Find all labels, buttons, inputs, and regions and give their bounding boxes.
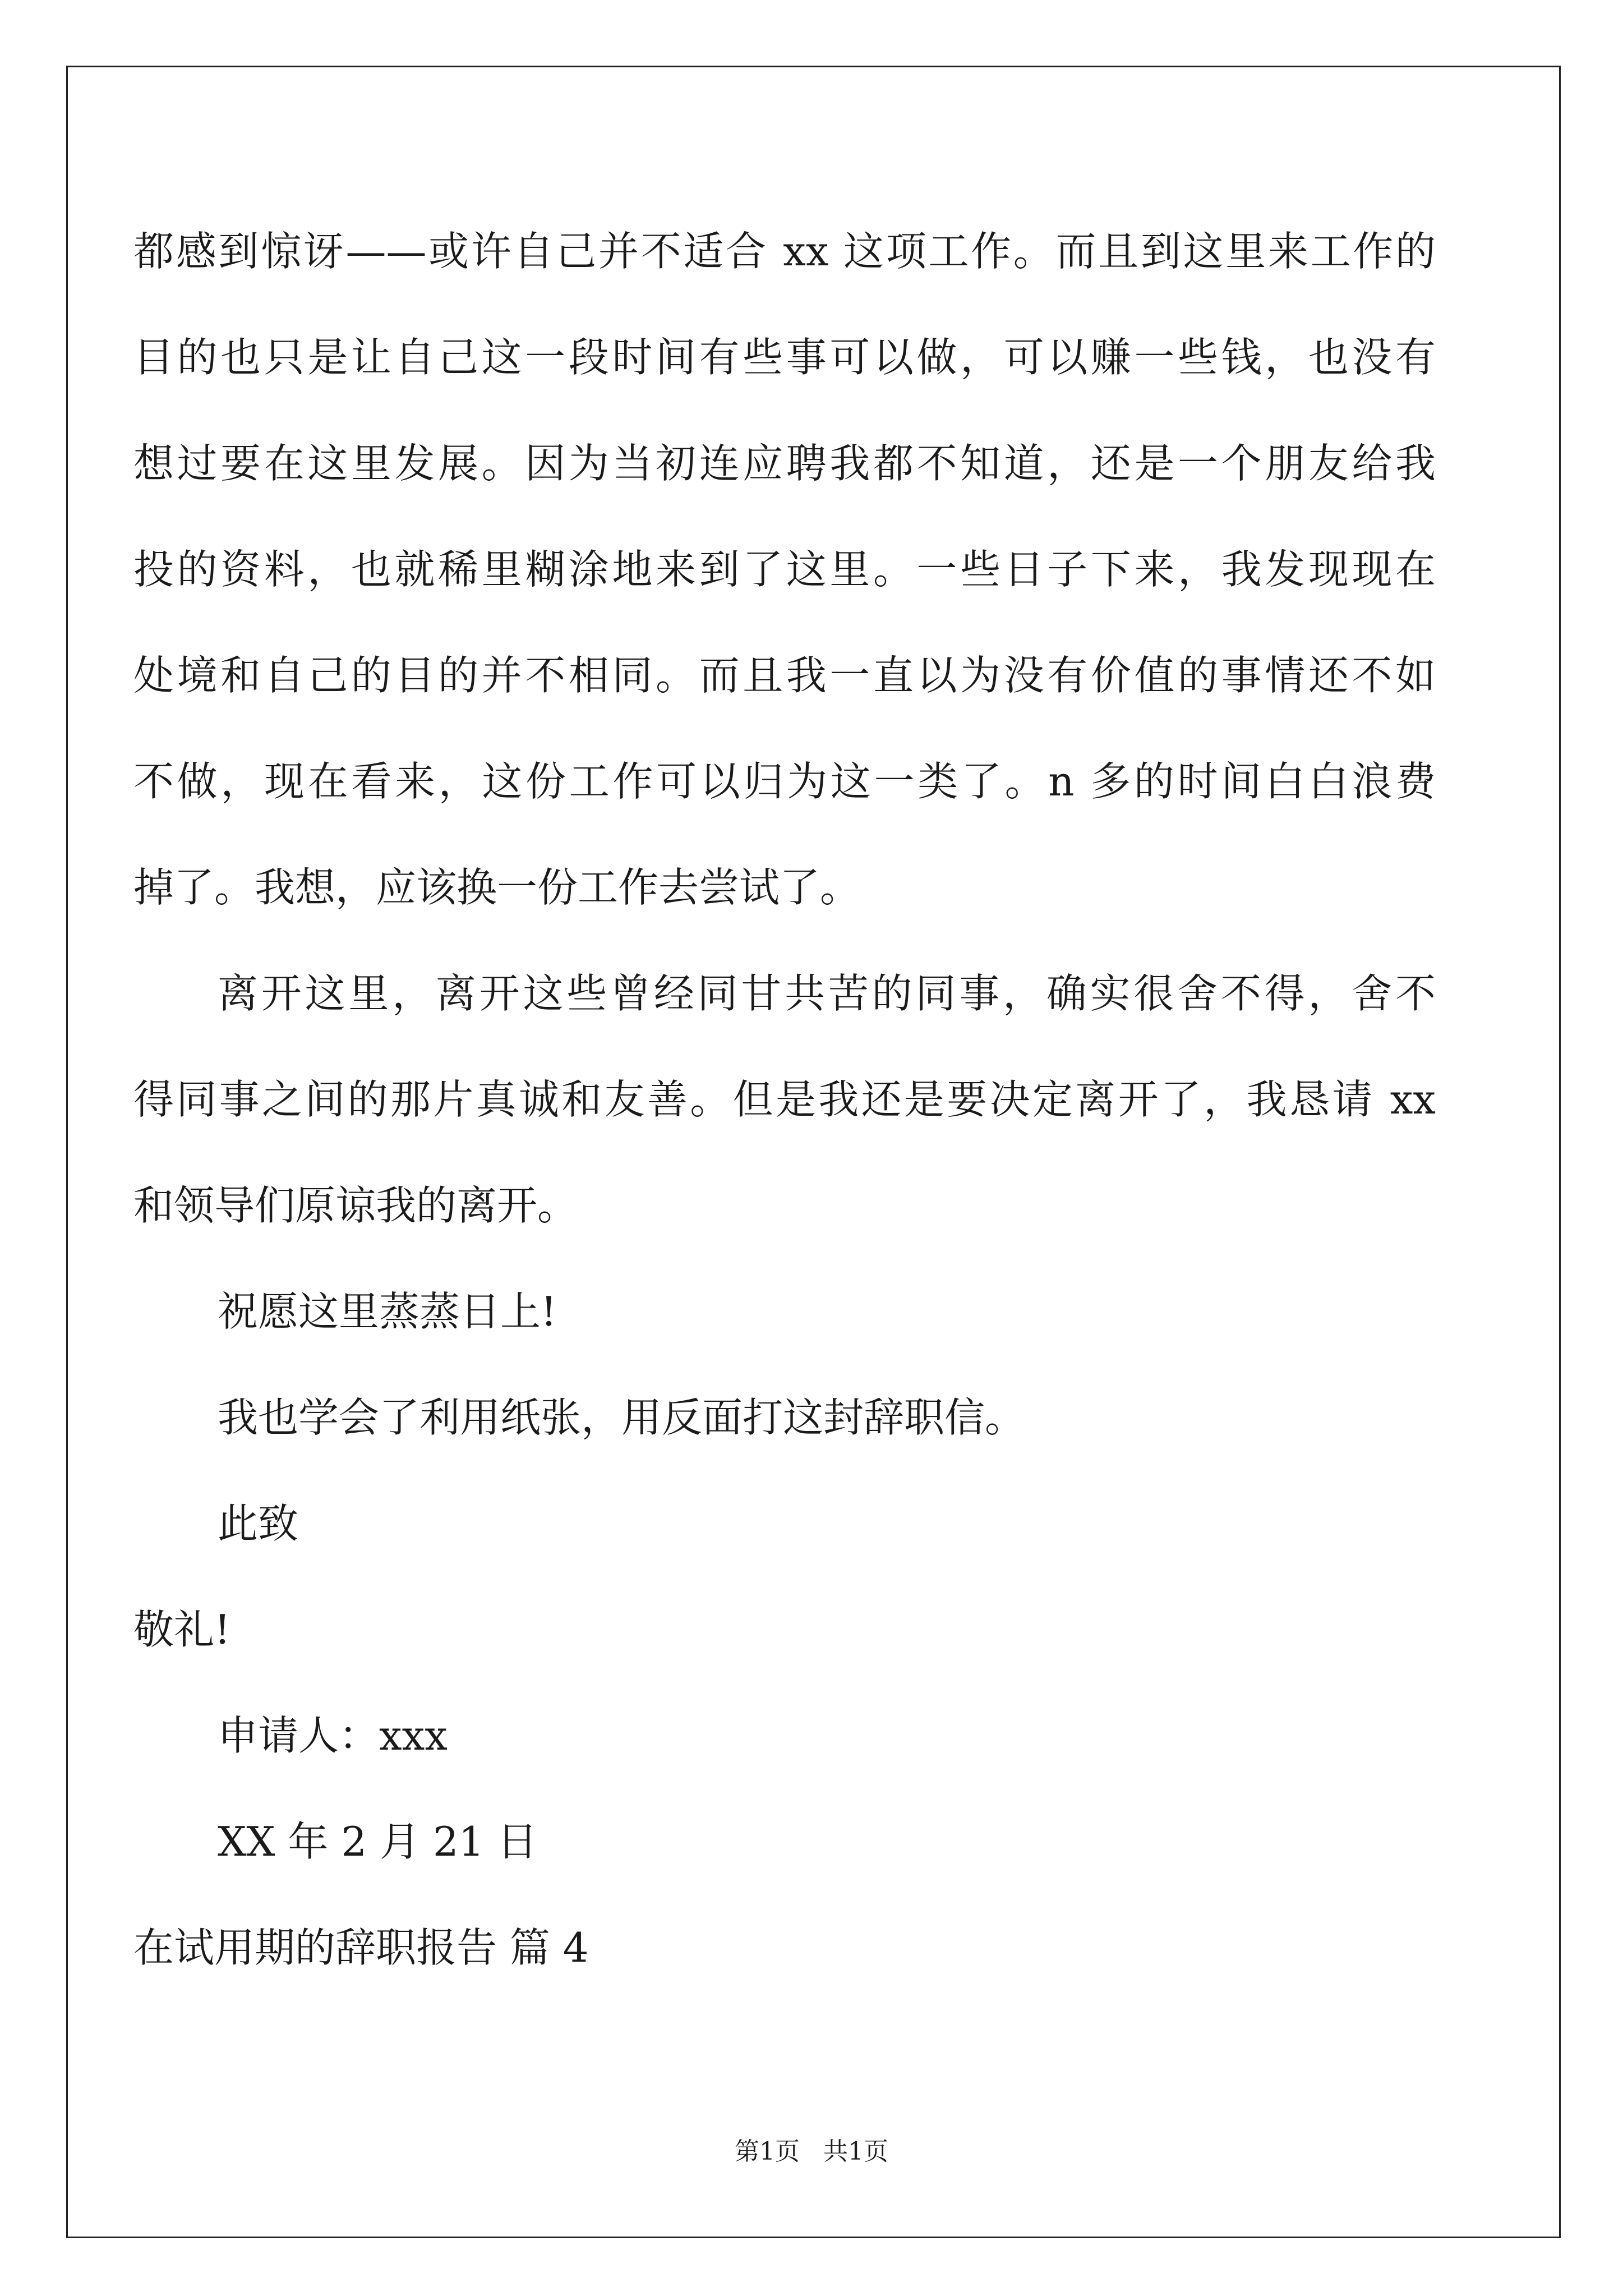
page-footer: 第1页 共1页	[735, 2137, 888, 2166]
paragraph-line: 想过要在这里发展。因为当初连应聘我都不知道，还是一个朋友给我	[133, 440, 1436, 487]
applicant-line: 申请人：xxx	[218, 1712, 448, 1759]
paragraph-line: 处境和自己的目的并不相同。而且我一直以为没有价值的事情还不如	[133, 652, 1436, 699]
paragraph-line: 不做，现在看来，这份工作可以归为这一类了。n 多的时间白白浪费	[133, 758, 1436, 805]
date-line: XX 年 2 月 21 日	[218, 1818, 538, 1865]
paragraph-line: 投的资料，也就稀里糊涂地来到了这里。一些日子下来，我发现现在	[133, 546, 1436, 593]
paragraph-line: 掉了。我想，应该换一份工作去尝试了。	[133, 864, 861, 911]
paragraph-line: 都感到惊讶——或许自己并不适合 xx 这项工作。而且到这里来工作的	[133, 228, 1436, 275]
section-heading: 在试用期的辞职报告 篇 4	[133, 1924, 589, 1971]
paragraph-line: 目的也只是让自己这一段时间有些事可以做，可以赚一些钱，也没有	[133, 334, 1436, 381]
page-border	[66, 66, 1561, 2238]
paragraph-line: 和领导们原谅我的离开。	[133, 1182, 578, 1229]
wishes-line: 祝愿这里蒸蒸日上!	[218, 1288, 557, 1335]
paragraph-line: 得同事之间的那片真诚和友善。但是我还是要决定离开了，我恳请 xx	[133, 1076, 1436, 1123]
note-line: 我也学会了利用纸张，用反面打这封辞职信。	[218, 1394, 1026, 1441]
closing-line: 此致	[218, 1500, 299, 1547]
salutation-line: 敬礼!	[133, 1606, 230, 1653]
paragraph-line: 离开这里，离开这些曾经同甘共苦的同事，确实很舍不得，舍不	[218, 970, 1436, 1017]
